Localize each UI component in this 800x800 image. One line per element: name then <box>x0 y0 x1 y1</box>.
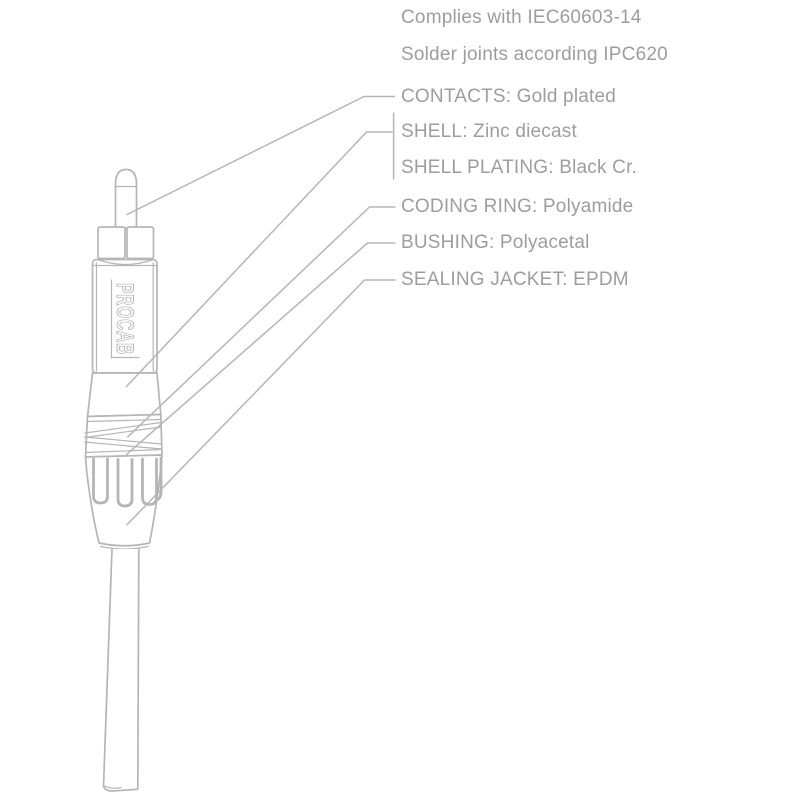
boot-rim-arc <box>101 547 149 550</box>
connector-pin <box>116 170 137 229</box>
note-solder-joints: Solder joints according IPC620 <box>401 44 668 65</box>
leader-line-sealing-jacket <box>127 280 396 525</box>
brand-logo-text: PROCAB <box>111 283 138 394</box>
collar-right-block <box>127 227 154 259</box>
label-bushing: BUSHING: Polyacetal <box>401 232 590 253</box>
leader-line-shell <box>126 132 393 387</box>
leader-line-coding-ring <box>127 207 395 437</box>
note-compliance: Complies with IEC60603-14 <box>401 7 642 28</box>
leader-line-bushing <box>126 243 396 455</box>
shell-taper <box>88 373 161 417</box>
cable <box>104 549 139 791</box>
leader-line-contacts <box>127 97 395 215</box>
label-contacts: CONTACTS: Gold plated <box>401 86 617 107</box>
label-coding-ring: CODING RING: Polyamide <box>401 196 634 217</box>
label-shell: SHELL: Zinc diecast <box>401 121 577 142</box>
label-shell-plating: SHELL PLATING: Black Cr. <box>401 157 638 178</box>
collar-left-block <box>98 227 125 259</box>
label-sealing-jacket: SEALING JACKET: EPDM <box>401 269 629 290</box>
